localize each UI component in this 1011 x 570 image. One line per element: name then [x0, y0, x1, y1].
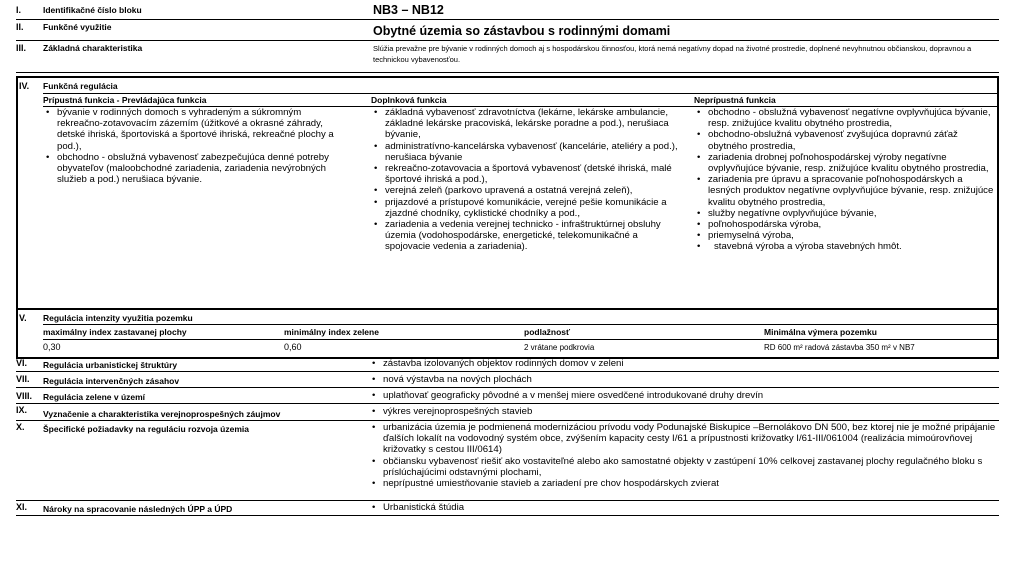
section-number: IV.: [19, 81, 30, 91]
row-label: Identifikačné číslo bloku: [43, 5, 142, 15]
list-item: • služby negatívne ovplyvňujúce bývanie,: [694, 208, 994, 219]
list-item: • výkres verejnoprospešných stavieb: [369, 406, 995, 417]
col-permitted-title: Prípustná funkcia - Prevládajúca funkcia: [43, 95, 207, 105]
row-items: [369, 422, 997, 489]
row-label: Nároky na spracovanie následných ÚPP a ÚPD: [43, 504, 233, 514]
row-label: Regulácia urbanistickej štruktúry: [43, 360, 178, 370]
list-item: • Urbanistická štúdia: [369, 502, 995, 513]
regulation-box: [16, 76, 999, 359]
value-floors: 2 vrátane podkrovia: [524, 343, 595, 352]
col-prohibited-title: Neprípustná funkcia: [694, 95, 776, 105]
list-item: • zástavba izolovaných objektov rodinných domov v zeleni: [369, 358, 995, 369]
section-label: Regulácia intenzity využitia pozemku: [43, 313, 193, 323]
list-item: • zariadenia drobnej poľnohospodárskej výroby negatívne ovplyvňujúce bývanie, resp. znižujúce kvalitu obytného prostredia,: [694, 152, 994, 174]
list-item: • zariadenia pre úpravu a spracovanie poľnohospodárskych a lesných produktov negatívne ovplyvňujúce bývanie, resp. znižujúce kvalitu obytného prostredia,: [694, 174, 994, 208]
value-max-index: 0,30: [43, 342, 61, 352]
list-item: • zariadenia a vedenia verejnej technicko - infraštruktúrnej obsluhy územia (vodohospodárske, energetické, telekomunikačné a spojovacie vedenia a zariadenia).: [371, 219, 683, 253]
row-interventions: [16, 372, 999, 388]
row-follow-up-docs: [16, 501, 999, 516]
list-item: • obchodno-obslužná vybavenosť zvyšujúca dopravnú záťaž obytného prostredia,: [694, 129, 994, 151]
header-max-index: maximálny index zastavanej plochy: [43, 327, 187, 337]
row-basic-characteristic: [16, 41, 999, 73]
row-identification: [16, 3, 999, 20]
value-min-green: 0,60: [284, 342, 302, 352]
row-number: I.: [16, 5, 22, 15]
row-label: Regulácia zelene v území: [43, 392, 146, 402]
header-min-green: minimálny index zelene: [284, 327, 379, 337]
row-functional-use: [16, 20, 999, 41]
list-item: • verejná zeleň (parkovo upravená a ostatná verejná zeleň),: [371, 185, 683, 196]
row-greenery: [16, 388, 999, 404]
row-number: III.: [16, 43, 27, 53]
row-items: [369, 406, 995, 417]
block-id: NB3 – NB12: [373, 3, 444, 17]
basic-characteristic-text: Slúžia prevažne pre bývanie v rodinných domoch aj s hospodárskou činnosťou, ktorá nemá negatívny dopad na životné prostredie, doplnené nevyhnutnou občianskou, dopravnou a technickou vybavenosťou.: [373, 44, 972, 64]
prohibited-list: [694, 107, 994, 253]
row-number: VII.: [16, 374, 30, 384]
header-floors: podlažnosť: [524, 327, 571, 337]
list-item: • priemyselná výroba,: [694, 230, 994, 241]
list-item: • občiansku vybavenosť riešiť ako vostaviteľné alebo ako samostatné objekty v zastúpení 10% celkovej zastavanej plochy regulačného bloku s príslúchajúcimi odstavnými plochami,: [369, 456, 997, 478]
row-number: XI.: [16, 502, 28, 512]
row-urban-structure: [16, 357, 999, 372]
list-item: • neprípustné umiestňovanie stavieb a zariadení pre chov hospodárskych zvierat: [369, 478, 997, 489]
row-items: [369, 358, 995, 369]
row-label: Základná charakteristika: [43, 43, 143, 53]
list-item: • obchodno - obslužná vybavenosť negatívne ovplyvňujúca bývanie, resp. znižujúce kvalitu obytného prostredia,: [694, 107, 994, 129]
list-item: • bývanie v rodinných domoch s vyhradeným a súkromným rekreačno-zotavovacím zázemím (úžitkové a okrasné záhrady, detské ihriská, športoviská a športové ihriská, rekreačné plochy a pod.),: [43, 107, 348, 152]
list-item: • obchodno - obslužná vybavenosť zabezpečujúca denné potreby obyvateľov (maloobchodné zariadenia, zariadenia nevýrobných služieb a pod.) nerušiaca bývanie.: [43, 152, 348, 186]
row-items: [369, 374, 995, 385]
row-items: [369, 502, 995, 513]
header-min-plot: Minimálna výmera pozemku: [764, 327, 877, 337]
row-number: X.: [16, 422, 25, 432]
section-number: V.: [19, 313, 27, 323]
functional-use-value: Obytné územia so zástavbou s rodinnými domami: [373, 24, 671, 38]
list-item: • stavebná výroba a výroba stavebných hmôt.: [694, 241, 994, 252]
list-item: • poľnohospodárska výroba,: [694, 219, 994, 230]
row-label: Regulácia intervenčných zásahov: [43, 376, 180, 386]
row-number: VI.: [16, 358, 28, 368]
complementary-list: [371, 107, 683, 253]
section-label: Funkčná regulácia: [43, 81, 118, 91]
row-number: II.: [16, 22, 24, 32]
row-items: [369, 390, 995, 401]
row-number: IX.: [16, 405, 28, 415]
list-item: • prijazdové a prístupové komunikácie, verejné pešie komunikácie a zjazdné chodníky, cyklistické chodníky a pod.,: [371, 197, 683, 219]
col-complementary-title: Doplnková funkcia: [371, 95, 447, 105]
value-min-plot: RD 600 m² radová zástavba 350 m² v NB7: [764, 343, 915, 352]
row-specific-requirements: [16, 421, 999, 501]
list-item: • urbanizácia územia je podmienená modernizáciou prívodu vody Podunajské Biskupice –Bernolákovo DN 500, bez ktorej nie je možné pripájanie ďalších lokalít na vodovodný systém obce, zvýšením kapacity cesty I/61 a prípustnosti križovatky I/61-III/061004 (realizácia mimoúrovňovej križovatky s cestou III/0614): [369, 422, 997, 456]
list-item: • uplatňovať geograficky pôvodné a v menšej miere osvedčené introdukované druhy drevín: [369, 390, 995, 401]
row-number: VIII.: [16, 391, 33, 401]
list-item: • nová výstavba na nových plochách: [369, 374, 995, 385]
row-label: Funkčné využitie: [43, 22, 112, 32]
row-label: Vyznačenie a charakteristika verejnoprospešných záujmov: [43, 409, 281, 419]
row-public-interest: [16, 404, 999, 421]
list-item: • rekreačno-zotavovacia a športová vybavenosť (detské ihriská, malé športové ihriská a pod.),: [371, 163, 683, 185]
row-label: Špecifické požiadavky na reguláciu rozvoja územia: [43, 424, 249, 434]
list-item: • základná vybavenosť zdravotníctva (lekárne, lekárske ambulancie, základné lekárske pracoviská, lekárske poradne a pod.), nerušiaca bývanie,: [371, 107, 683, 141]
list-item: • administratívno-kancelárska vybavenosť (kancelárie, ateliéry a pod.), nerušiaca bývanie: [371, 141, 683, 163]
permitted-list: [43, 107, 348, 185]
